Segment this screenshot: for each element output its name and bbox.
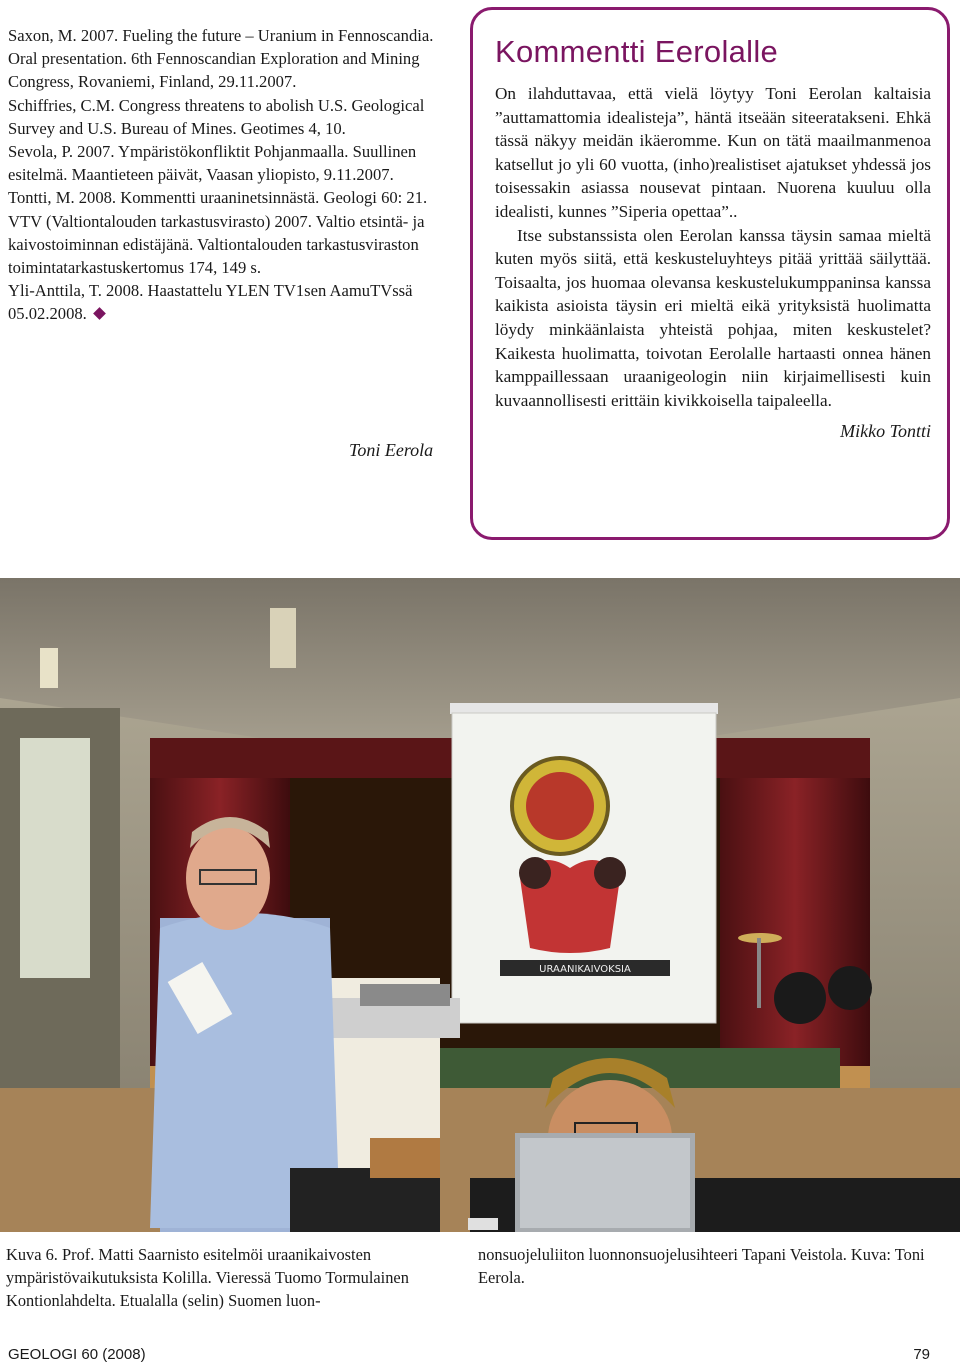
reference-item: VTV (Valtiontalouden tarkastusvirasto) 2007. Valtio etsintä- ja kaivostoiminnan edistäjänä. Valtiontalouden tarkastusviraston toimintatarkastuskertomus 174, 149 s.: [8, 211, 425, 278]
author-signature: Toni Eerola: [349, 440, 434, 460]
reference-item: Saxon, M. 2007. Fueling the future – Uranium in Fennoscandia. Oral presentation. 6th Fennoscandian Exploration and Mining Congress, Rovaniemi, Finland, 29.11.2007.: [8, 26, 434, 92]
photo-illustration: [0, 578, 960, 1232]
end-mark-diamond-icon: [93, 308, 106, 321]
reference-item: Sevola, P. 2007. Ympäristökonfliktit Pohjanmaalla. Suullinen esitelmä. Maantieteen päivät, Vaasan yliopisto, 9.11.2007.: [8, 142, 417, 185]
comment-box: [470, 7, 950, 540]
screen-banner-text: URAANIKAIVOKSIA: [539, 964, 631, 975]
photo-caption-left: Kuva 6. Prof. Matti Saarnisto esitelmöi uraanikaivosten ympäristövaikutuksista Kolilla. Vieressä Tuomo Tormulainen Kontionlahdelta. Etualalla (selin) Suomen luon-: [6, 1245, 409, 1310]
comment-box-body: [495, 82, 931, 444]
comment-box-title: Kommentti Eerolalle: [495, 34, 779, 69]
comment-paragraph: On ilahduttavaa, että vielä löytyy Toni Eerolan kaltaisia ”auttamattomia idealisteja”, häntä itseään siteeratakseni. Ehkä tässä näkyy meidän ikäeromme. Kun on tätä maailmanmenoa katsellut jo yli 60 vuotta, (inho)realistiset ajatukset yhdessä jos toisessakin asiassa nousevat pintaan. Nuorena kuuluu olla idealisti, kunnes ”Siperia opettaa”..: [495, 84, 931, 221]
photo-caption-right: nonsuojeluliiton luonnonsuojelusihteeri Tapani Veistola. Kuva: Toni Eerola.: [478, 1245, 925, 1287]
reference-item: [8, 279, 453, 325]
comment-paragraph: Itse substanssista olen Eerolan kanssa täysin samaa mieltä kuten myös siitä, että keskusteluyhteys pitää yrittää säilyttää. Toisaalta, jos huomaa olevansa keskustelukumppaninsa kanssa kaikista asioista täysin eri mieltä eikä yrityksistä huolimatta löydy minkäänlaista yhteistä pohjaa, miten keskustelet? Kaikesta huolimatta, toivotan Eerolalle hartaasti onnea hänen kamppaillessaan uraanigeologin niin kirjaimellisesti kuin kuvaannollisesti erittäin kivikkoisella taipaleella.: [495, 225, 931, 410]
journal-footer: GEOLOGI 60 (2008): [8, 1346, 146, 1363]
reference-item: Tontti, M. 2008. Kommentti uraaninetsinnästä. Geologi 60: 21.: [8, 188, 428, 208]
reference-list: [8, 24, 453, 326]
photo: [0, 578, 960, 1232]
reference-item: Schiffries, C.M. Congress threatens to abolish U.S. Geological Survey and U.S. Bureau of Mines. Geotimes 4, 10.: [8, 95, 425, 138]
comment-signature: Mikko Tontti: [840, 421, 931, 442]
page-number: 79: [913, 1346, 930, 1363]
reference-text: Yli-Anttila, T. 2008. Haastattelu YLEN TV1sen AamuTVssä 05.02.2008.: [8, 281, 413, 324]
